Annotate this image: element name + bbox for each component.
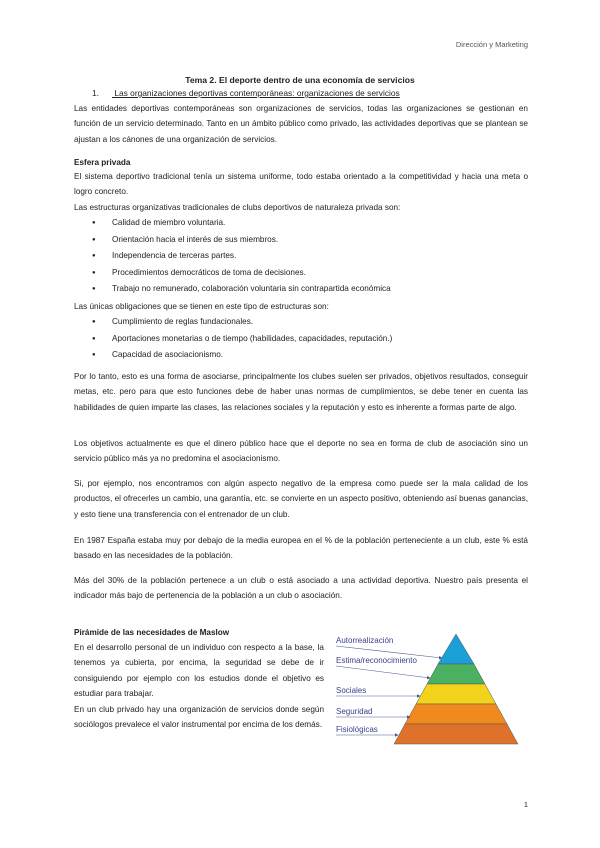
list-item: ● Procedimientos democráticos de toma de decisiones.: [92, 265, 391, 282]
section-heading: [92, 88, 400, 98]
esfera-paragraph-2: Las estructuras organizativas tradicionales de clubs deportivos de naturaleza privada son:: [74, 203, 401, 212]
club-structures-list: [92, 215, 391, 298]
list-item: ● Capacidad de asociacionismo.: [92, 347, 392, 364]
arrow-estima: [336, 666, 430, 678]
obligations-intro: Las únicas obligaciones que se tienen en este tipo de estructuras son:: [74, 302, 329, 311]
intro-paragraph: Las entidades deportivas contemporáneas son organizaciones de servicios, todas las organizaciones se gestionan en función de un servicio determinado. Tanto en un ámbito público como privado, las actividades deportivas que se plantean se ajustan a los cánones de una organización de servicios.: [74, 104, 528, 144]
maslow-heading: Pirámide de las necesidades de Maslow: [74, 628, 230, 637]
paragraph-ejemplo: Si, por ejemplo, nos encontramos con algún aspecto negativo de la empresa como puede ser la mala calidad de los productos, el ofrecerles un cambio, una garantía, etc. se convierte en un aspecto positivo, obteniendo así buenas ganancias, y esto tiene una transferencia con el entrenador de un club.: [74, 479, 528, 519]
running-header: Dirección y Marketing: [455, 40, 528, 49]
maslow-text: [74, 640, 324, 732]
label-fisiologicas: Fisiológicas: [336, 725, 378, 734]
tier-seguridad: [405, 704, 507, 724]
list-item: ● Orientación hacia el interés de sus miembros.: [92, 232, 391, 249]
obligations-list: [92, 314, 392, 364]
tier-autorrealizacion: [438, 634, 474, 664]
tier-fisiologicas: [394, 724, 518, 744]
list-item: ● Aportaciones monetarias o de tiempo (habilidades, capacidades, reputación.): [92, 331, 392, 348]
doc-title: Tema 2. El deporte dentro de una economía de servicios: [185, 75, 415, 85]
section-number: 1.: [92, 88, 99, 98]
maslow-pyramid: [334, 632, 534, 748]
label-estima: Estima/reconocimiento: [336, 656, 417, 665]
page-number: 1: [523, 800, 528, 809]
maslow-paragraph-2: En un club privado hay una organización de servicios donde según sociólogos prevalece el valor instrumental por encima de los demás.: [74, 704, 324, 730]
tier-estima: [427, 664, 485, 684]
list-item: ● Cumplimiento de reglas fundacionales.: [92, 314, 392, 331]
list-item: ● Trabajo no remunerado, colaboración voluntaria sin contrapartida económica: [92, 281, 391, 298]
section-heading-text: Las organizaciones deportivas contemporáneas: organizaciones de servicios: [114, 88, 400, 98]
label-seguridad: Seguridad: [336, 707, 373, 716]
list-item: ● Independencia de terceras partes.: [92, 248, 391, 265]
paragraph-1987: En 1987 España estaba muy por debajo de la media europea en el % de la población perteneciente a un club, este % está basado en las necesidades de la población.: [74, 536, 528, 561]
esfera-paragraph-1: El sistema deportivo tradicional tenía un sistema uniforme, todo estaba orientado a la competitividad y hacia una meta o logro concreto.: [74, 172, 528, 197]
paragraph-30-percent: Más del 30% de la población pertenece a un club o está asociado a una actividad deportiva. Nuestro país presenta el indicador más bajo de pertenencia de la población a un club o asociación.: [74, 576, 528, 601]
tier-sociales: [416, 684, 496, 704]
list-item: ● Calidad de miembro voluntaria.: [92, 215, 391, 232]
label-sociales: Sociales: [336, 686, 367, 695]
paragraph-asociarse: Por lo tanto, esto es una forma de asociarse, principalmente los clubes suelen ser privados, objetivos resultados, conseguir metas, etc. pero para que esto funciones debe de haber unas normas de cumplimientos, se debe tener en cuenta las habilidades de quien imparte las clases, las relaciones sociales y la reputación y esto es inherente a formas parte de algo.: [74, 372, 528, 412]
label-autorrealizacion: Autorrealización: [336, 636, 394, 645]
esfera-heading: Esfera privada: [74, 158, 131, 167]
paragraph-dinero-publico: Los objetivos actualmente es que el dinero público hace que el deporte no sea en forma de club de asociación sino un servicio público más ya no predomina el asociacionismo.: [74, 439, 528, 464]
maslow-paragraph-1: En el desarrollo personal de un individuo con respecto a la base, la tenemos ya cubierta, por encima, la seguridad se debe de ir consiguiendo por ejemplo con los estudios donde el objetivo es estudiar para trabajar.: [74, 643, 324, 699]
